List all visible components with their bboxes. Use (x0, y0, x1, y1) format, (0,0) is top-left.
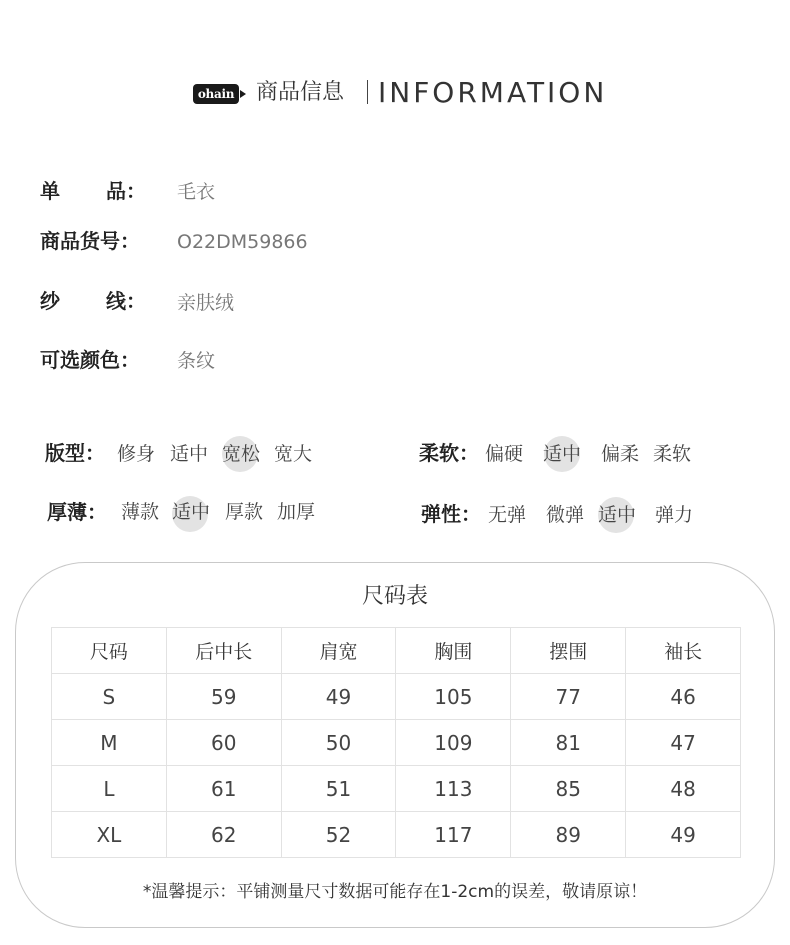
section-header (0, 74, 790, 114)
info-item-label-b: 品： (106, 179, 146, 203)
fit-option: 修身 (117, 443, 156, 465)
table-cell: 62 (166, 812, 281, 858)
table-cell: 52 (281, 812, 396, 858)
header-title-cn: 商品信息 (256, 80, 345, 105)
table-header-cell: 胸围 (396, 628, 511, 674)
info-color-label: 可选颜色： (40, 348, 140, 372)
table-cell: 117 (396, 812, 511, 858)
table-header-cell: 摆围 (511, 628, 626, 674)
table-cell: 89 (511, 812, 626, 858)
info-item-label-a: 单 (40, 179, 60, 203)
table-cell: 59 (166, 674, 281, 720)
table-cell: 48 (626, 766, 741, 812)
table-cell: 105 (396, 674, 511, 720)
thickness-label: 厚薄： (47, 500, 107, 524)
table-cell: L (52, 766, 167, 812)
fit-option: 适中 (170, 443, 209, 465)
brand-logo: ohain (193, 84, 239, 104)
size-chart-title: 尺码表 (361, 584, 428, 609)
table-cell: XL (52, 812, 167, 858)
table-header-row (52, 628, 741, 674)
softness-option: 柔软 (653, 443, 692, 465)
info-yarn-label-b: 线： (106, 289, 146, 313)
info-code-label: 商品货号： (40, 229, 140, 253)
table-cell: M (52, 720, 167, 766)
table-row (52, 720, 741, 766)
table-cell: 81 (511, 720, 626, 766)
elasticity-label: 弹性： (421, 502, 481, 526)
elasticity-option: 微弹 (546, 504, 585, 526)
info-item-label (40, 178, 146, 204)
info-yarn-label-a: 纱 (40, 289, 60, 313)
table-cell: 109 (396, 720, 511, 766)
info-yarn-value: 亲肤绒 (177, 292, 235, 314)
table-cell: 51 (281, 766, 396, 812)
size-chart-note: *温馨提示：平铺测量尺寸数据可能存在1-2cm的误差，敬请原谅！ (142, 882, 648, 902)
table-header-cell: 尺码 (52, 628, 167, 674)
fit-option: 宽大 (274, 443, 313, 465)
table-cell: 50 (281, 720, 396, 766)
table-cell: 60 (166, 720, 281, 766)
fit-label: 版型： (45, 441, 105, 465)
table-cell: S (52, 674, 167, 720)
fit-option-selected: 宽松 (222, 443, 261, 465)
table-cell: 85 (511, 766, 626, 812)
elasticity-option: 无弹 (488, 504, 527, 526)
softness-option-selected: 适中 (543, 443, 582, 465)
table-cell: 46 (626, 674, 741, 720)
table-cell: 47 (626, 720, 741, 766)
elasticity-option-selected: 适中 (598, 504, 637, 526)
thickness-option-selected: 适中 (172, 501, 211, 523)
table-cell: 49 (626, 812, 741, 858)
table-cell: 49 (281, 674, 396, 720)
table-row (52, 674, 741, 720)
info-code-value: O22DM59866 (177, 231, 308, 253)
table-row (52, 766, 741, 812)
thickness-option: 厚款 (225, 501, 264, 523)
info-yarn-label (40, 288, 146, 314)
softness-option: 偏硬 (485, 443, 524, 465)
table-cell: 113 (396, 766, 511, 812)
header-divider (367, 80, 368, 104)
header-title-en: INFORMATION (378, 76, 608, 109)
logo-arrow-icon (240, 90, 246, 98)
softness-option: 偏柔 (601, 443, 640, 465)
softness-label: 柔软： (419, 441, 479, 465)
table-cell: 77 (511, 674, 626, 720)
size-chart-table (51, 627, 741, 858)
info-item-value: 毛衣 (177, 181, 216, 203)
info-color-value: 条纹 (177, 350, 216, 372)
thickness-option: 加厚 (277, 501, 316, 523)
elasticity-option: 弹力 (655, 504, 694, 526)
table-header-cell: 后中长 (166, 628, 281, 674)
table-header-cell: 肩宽 (281, 628, 396, 674)
table-cell: 61 (166, 766, 281, 812)
thickness-option: 薄款 (121, 501, 160, 523)
table-row (52, 812, 741, 858)
table-header-cell: 袖长 (626, 628, 741, 674)
